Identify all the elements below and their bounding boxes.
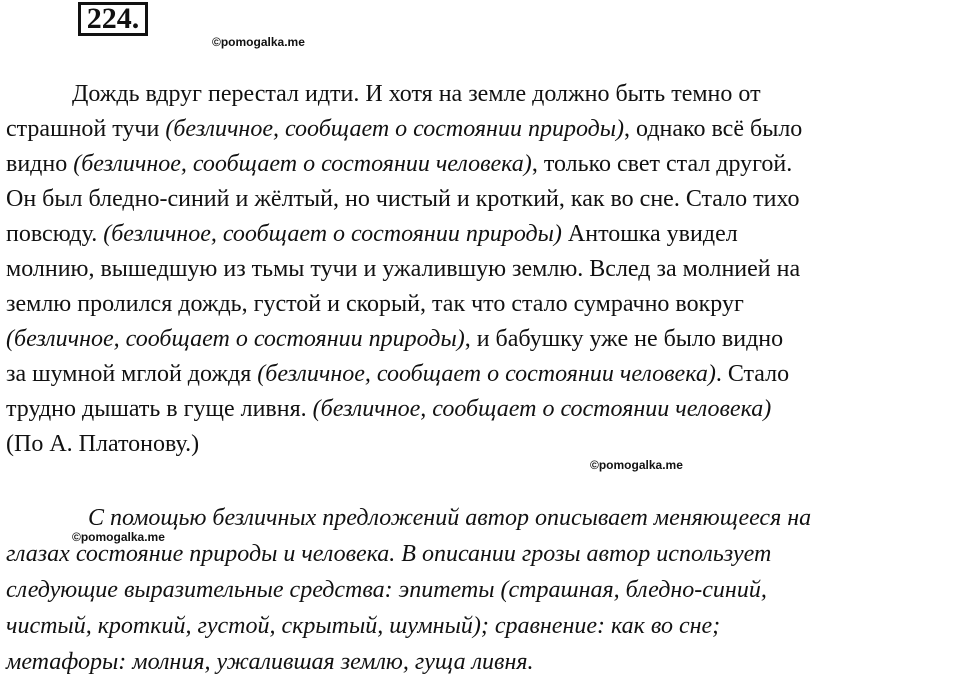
analysis-line: метафоры: молния, ужалившая землю, гуща ливня. (6, 649, 534, 675)
watermark: ©pomogalka.me (590, 458, 683, 472)
exercise-number: 224. (78, 2, 148, 36)
watermark: ©pomogalka.me (72, 530, 165, 544)
text-line (6, 220, 738, 248)
analysis-line: следующие выразительные средства: эпитеты (страшная, бледно-синий, (6, 577, 767, 603)
sentence-text: , однако всё было (624, 116, 803, 142)
analysis-line: глазах состояние природы и человека. В описании грозы автор использует (6, 541, 772, 567)
text-line (6, 395, 771, 423)
sentence-text: видно (6, 151, 74, 177)
annotation-text: (безличное, сообщает о состоянии природы) (6, 326, 465, 352)
sentence-text: страшной тучи (6, 116, 166, 142)
annotation-text: (безличное, сообщает о состоянии природы) (103, 221, 562, 247)
text-line (6, 290, 744, 318)
text-line (6, 325, 783, 353)
analysis-line: С помощью безличных предложений автор описывает меняющееся на (88, 505, 812, 531)
sentence-text: , только свет стал другой. (531, 151, 793, 177)
text-line (72, 80, 761, 108)
annotation-text: (безличное, сообщает о состоянии природы) (165, 116, 625, 142)
sentence-text: Он был бледно-синий и жёлтый, но чистый и кроткий, как во сне. Стало тихо (6, 186, 800, 212)
sentence-text: за шумной мглой дождя (6, 361, 258, 387)
sentence-text: (По А. Платонову.) (6, 431, 200, 457)
sentence-text: трудно дышать в гуще ливня. (6, 396, 313, 422)
watermark: ©pomogalka.me (212, 35, 305, 49)
sentence-text: повсюду. (6, 221, 104, 247)
text-line (6, 430, 199, 458)
annotation-text: (безличное, сообщает о состоянии человека) (312, 396, 772, 422)
text-line (6, 115, 802, 143)
annotation-text: (безличное, сообщает о состоянии человека) (257, 361, 716, 387)
sentence-text: , и бабушку уже не было видно (464, 326, 784, 352)
sentence-text: молнию, вышедшую из тьмы тучи и ужалившую землю. Вслед за молнией на (6, 256, 801, 282)
sentence-text: Дождь вдруг перестал идти. И хотя на земле должно быть темно от (72, 81, 761, 107)
text-line (6, 185, 800, 213)
text-line (6, 255, 800, 283)
sentence-text: . Стало (715, 361, 790, 387)
text-line (6, 360, 789, 388)
annotation-text: (безличное, сообщает о состоянии человека) (73, 151, 532, 177)
sentence-text: землю пролился дождь, густой и скорый, так что стало сумрачно вокруг (6, 291, 744, 317)
sentence-text: Антошка увидел (561, 221, 738, 247)
text-line (6, 150, 792, 178)
analysis-line: чистый, кроткий, густой, скрытый, шумный); сравнение: как во сне; (6, 613, 721, 639)
